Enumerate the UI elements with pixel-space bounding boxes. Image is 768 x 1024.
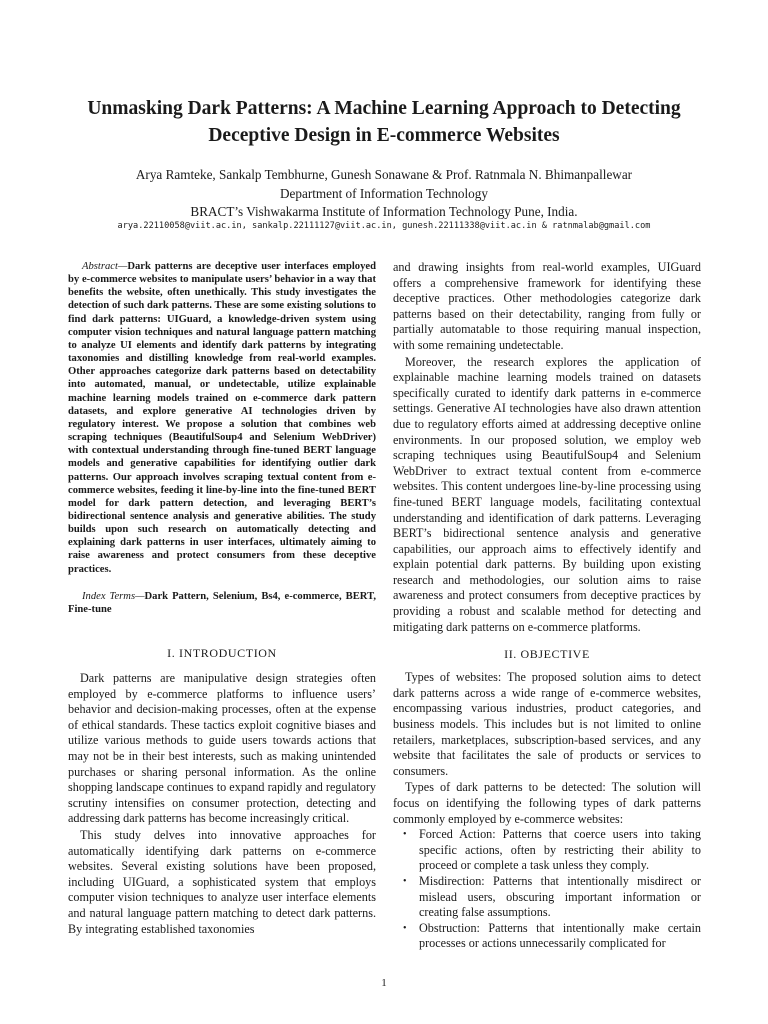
- abstract-text: Dark patterns are deceptive user interfaces employed by e-commerce websites to manipulate users’ behavior in a way that benefits the website, often unethically. This study investigates the detection of such dark patterns. These are some existing solutions to find dark patterns: UIGuard, a knowledge-driven system using computer vision techniques and natural language pattern matching to analyze UI elements and identify dark patterns by integrating taxonomies and distilling knowledge from real-world examples. Other approaches categorize dark patterns based on detectability into automated, manual, or undetectable, utilize explainable machine learning models trained on e-commerce dark pattern datasets, and explore generative AI technologies driven by regulatory interest. We propose a solution that combines web scraping techniques (BeautifulSoup4 and Selenium WebDriver) with contextual understanding through fine-tuned BERT language models and generative capabilities for identifying outlier dark patterns. Our approach involves scraping textual content from e-commerce websites, feeding it line-by-line into the fine-tuned BERT model for dark pattern detection, and leveraging BERT’s bidirectional sentence analysis and generative abilities. The study builds upon such research on automatically detecting and explaining dark patterns in user interfaces, ultimately aiming to raise awareness and protect consumers from these deceptive practices.: [68, 261, 376, 575]
- introduction-paragraph-2: This study delves into innovative approaches for automatically identifying dark patterns on e-commerce websites. Several existing solutions have been proposed, including UIGuard, a sophisticated system that employs computer vision techniques to analyze user interface elements and natural language pattern matching to detect dark patterns. By integrating established taxonomies: [68, 828, 376, 936]
- introduction-paragraph-1: Dark patterns are manipulative design strategies often employed by e-commerce platforms to influence users’ behavior and decision-making processes, often at the expense of ethical standards. These tactics exploit cognitive biases and utilize various methods to guide users towards actions that may not be in their best interests, such as making unintended purchases or sharing personal information. As the online shopping landscape continues to expand rapidly and regulatory scrutiny intensifies on consumer protection, detecting and addressing dark patterns has become increasingly critical.: [68, 671, 376, 826]
- abstract-label: Abstract—: [82, 261, 128, 272]
- objective-paragraph-1: Types of websites: The proposed solution aims to detect dark patterns across a wide range of e-commerce websites, encompassing various industries, product categories, and business models. This includes but is not limited to online retailers, marketplaces, subscription-based services, and any website that facilitates the sale of products or services to consumers.: [393, 670, 701, 778]
- list-item: • Forced Action: Patterns that coerce users into taking specific actions, often by restricting their ability to proceed or complete a task unless they comply.: [393, 827, 701, 874]
- abstract: [68, 260, 376, 576]
- page-number: 1: [381, 977, 387, 989]
- title-line-2: Deceptive Design in E-commerce Websites: [208, 125, 560, 146]
- title-line-1: Unmasking Dark Patterns: A Machine Learning Approach to Detecting: [87, 98, 681, 119]
- left-column: [68, 260, 376, 937]
- objective-paragraph-2: Types of dark patterns to be detected: The solution will focus on identifying the following types of dark patterns commonly employed by e-commerce websites:: [393, 780, 701, 826]
- department: Department of Information Technology: [280, 185, 488, 201]
- list-item: • Misdirection: Patterns that intentionally misdirect or mislead users, obscuring important information or creating false assumptions.: [393, 874, 701, 921]
- introduction-heading: I. INTRODUCTION: [167, 646, 277, 661]
- right-paragraph-2: Moreover, the research explores the application of explainable machine learning models trained on datasets specifically curated to identify dark patterns in e-commerce settings. Generative AI technologies have also drawn attention due to regulatory efforts aimed at addressing deceptive online environments. In our proposed solution, we employ web scraping techniques using BeautifulSoup4 and Selenium WebDriver to extract textual content from e-commerce websites. This content undergoes line-by-line processing using fine-tuned BERT language models, facilitating contextual understanding and identification of dark patterns. Leveraging BERT’s bidirectional sentence analysis and generative capabilities, our approach aims to effectively identify and explain potential dark patterns. By building upon existing research and methodologies, our solution aims to raise awareness and protect consumers from deceptive practices by providing a robust and scalable method for detecting and mitigating dark patterns on e-commerce platforms.: [393, 354, 701, 634]
- right-paragraph-1: and drawing insights from real-world examples, UIGuard offers a comprehensive framework for identifying these deceptive practices. Other methodologies categorize dark patterns based on their detectability, ranging from fully or partially automatable to those requiring manual inspection, with some remaining undetectable.: [393, 260, 701, 352]
- index-terms-label: Index Terms—: [82, 590, 145, 602]
- dark-pattern-types-list: [393, 827, 701, 952]
- objective-heading: II. OBJECTIVE: [504, 647, 590, 662]
- list-item: • Obstruction: Patterns that intentionally make certain processes or actions unnecessarily complicated for: [393, 921, 701, 952]
- paper-title: [40, 95, 728, 149]
- author-block: [40, 166, 728, 222]
- author-emails: arya.22110058@viit.ac.in, sankalp.22111127@viit.ac.in, gunesh.22111338@viit.ac.in & ratnmalab@gmail.com: [117, 221, 651, 231]
- author-names: Arya Ramteke, Sankalp Tembhurne, Gunesh Sonawane & Prof. Ratnmala N. Bhimanpallewar: [135, 167, 633, 182]
- index-terms: [68, 590, 376, 616]
- index-terms-text: Dark Pattern, Selenium, Bs4, e-commerce, BERT, Fine-tune: [68, 590, 376, 615]
- right-column: [393, 260, 701, 952]
- institute: BRACT’s Vishwakarma Institute of Information Technology Pune, India.: [190, 204, 578, 219]
